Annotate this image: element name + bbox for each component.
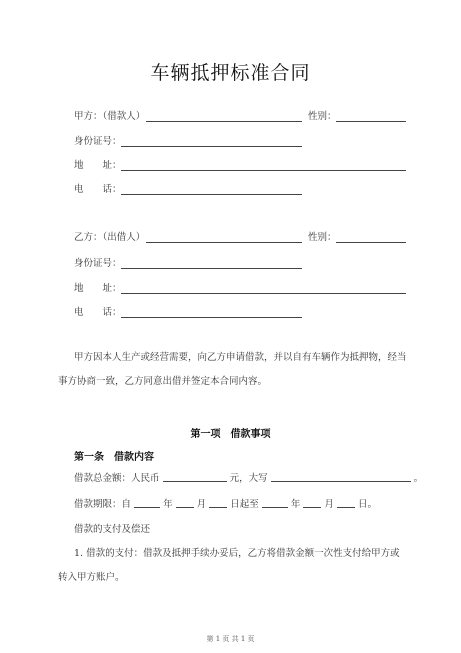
party-b-phone-label: 电 话：	[74, 307, 122, 318]
loan-term-start-month-field[interactable]	[176, 497, 194, 508]
loan-term-end-day-field[interactable]	[337, 497, 355, 508]
party-b-name-field[interactable]	[146, 232, 302, 243]
party-a-id-row	[74, 134, 122, 150]
party-a-address-row	[74, 158, 122, 174]
party-b-address-row	[74, 281, 122, 297]
party-a-phone-field[interactable]	[121, 184, 302, 195]
party-a-phone-row	[74, 182, 122, 198]
party-a-gender-field[interactable]	[336, 111, 406, 122]
payment-heading: 借款的支付及偿还	[74, 524, 151, 535]
loan-amount-line	[74, 471, 423, 487]
loan-amount-prefix: 借款总金额：人民币	[74, 473, 160, 484]
party-a-name-field[interactable]	[146, 111, 302, 122]
party-a-address-field[interactable]	[121, 160, 406, 171]
loan-term-end-month-field[interactable]	[303, 497, 321, 508]
party-a-name-row	[74, 109, 145, 125]
loan-term-day-from-label: 日起至	[230, 499, 259, 510]
party-a-phone-label: 电 话：	[74, 184, 122, 195]
party-a-id-label: 身份证号：	[74, 136, 122, 147]
loan-term-start-year-field[interactable]	[134, 497, 160, 508]
loan-term-month2-label: 月	[324, 499, 334, 510]
party-b-gender-row	[308, 230, 337, 246]
party-a-address-label: 地 址：	[74, 160, 122, 171]
party-b-label: 乙方：（出借人）	[74, 232, 146, 243]
party-a-gender-row	[308, 109, 337, 125]
loan-amount-field[interactable]	[163, 471, 227, 482]
party-a-id-field[interactable]	[121, 136, 302, 147]
page-footer: 第 1 页 共 1 页	[206, 635, 255, 643]
party-b-address-field[interactable]	[121, 283, 406, 294]
party-b-phone-row	[74, 305, 122, 321]
party-b-name-row	[74, 230, 145, 246]
party-b-address-label: 地 址：	[74, 283, 122, 294]
loan-term-month-label: 月	[196, 499, 207, 510]
loan-term-start-day-field[interactable]	[209, 497, 227, 508]
loan-term-year2-label: 年	[290, 499, 301, 510]
party-a-gender-label: 性别：	[308, 111, 337, 122]
loan-term-prefix: 借款期限：自	[74, 499, 132, 510]
loan-term-year-label: 年	[163, 499, 173, 510]
payment-clause: 1. 借款的支付：借款及抵押手续办妥后，乙方将借款金额一次性支付给甲方或转入甲方账户。	[58, 548, 400, 583]
page-title: 车辆抵押标准合同	[150, 62, 311, 84]
party-b-id-row	[74, 256, 122, 272]
intro-paragraph: 甲方因本人生产或经营需要，向乙方申请借款，并以自有车辆作为抵押物，经当事方协商一致，乙方同意出借并签定本合同内容。	[58, 352, 407, 387]
loan-amount-words-field[interactable]	[271, 471, 411, 482]
loan-amount-end: 。	[413, 473, 424, 484]
section-heading: 第一项 借款事项	[190, 429, 271, 440]
loan-term-day-end-label: 日。	[357, 499, 377, 510]
party-b-id-label: 身份证号：	[74, 258, 122, 269]
party-b-gender-label: 性别：	[308, 232, 337, 243]
party-b-id-field[interactable]	[121, 258, 302, 269]
party-b-gender-field[interactable]	[336, 232, 406, 243]
loan-term-line	[74, 497, 377, 513]
party-a-label: 甲方：（借款人）	[74, 111, 146, 122]
loan-amount-unit: 元，大写	[229, 473, 268, 484]
loan-term-end-year-field[interactable]	[262, 497, 288, 508]
party-b-phone-field[interactable]	[121, 307, 302, 318]
article-heading: 第一条 借款内容	[74, 452, 154, 463]
